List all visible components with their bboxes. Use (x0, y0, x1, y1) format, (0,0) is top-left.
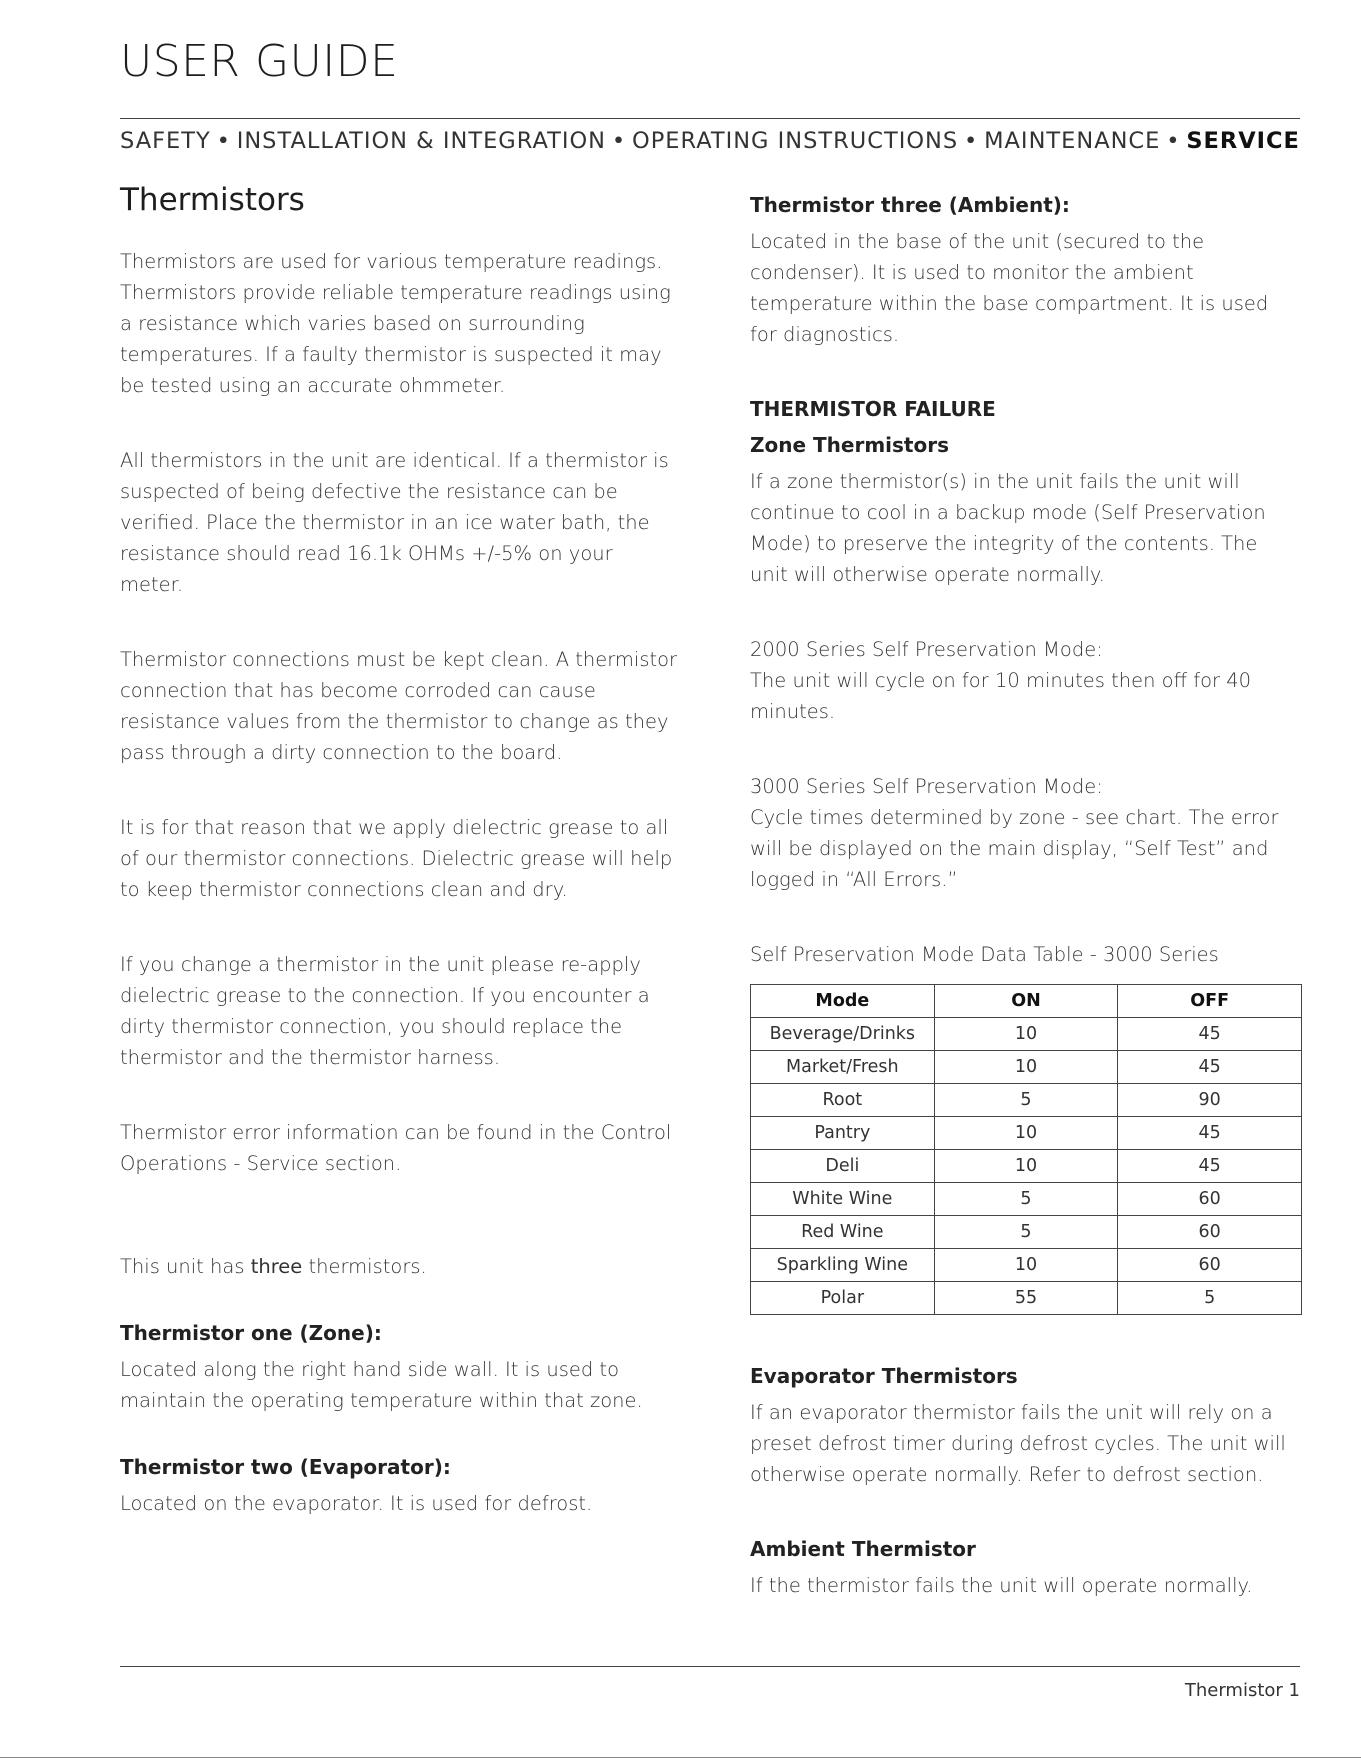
ambient-thermistor-heading: Ambient Thermistor (750, 1537, 976, 1561)
thermistor-two-heading: Thermistor two (Evaporator): (120, 1455, 451, 1480)
identical-paragraph: All thermistors in the unit are identical. If a thermistor is suspected of being defective the resistance can be verified. Place the thermistor in an ice water bath, the resistance should read 16.1k OHMs +/-5% on your meter. (120, 449, 669, 597)
left-column (120, 180, 680, 1563)
table-cell: Sparkling Wine (751, 1249, 935, 1282)
nav-item-service: SERVICE (1186, 128, 1300, 154)
table-cell: 60 (1118, 1216, 1302, 1249)
table-cell: Deli (751, 1150, 935, 1183)
table-cell: 10 (934, 1249, 1118, 1282)
nav-item-safety: SAFETY (120, 128, 211, 154)
table-cell: 10 (934, 1018, 1118, 1051)
series-2000-text: The unit will cycle on for 10 minutes then off for 40 minutes. (750, 669, 1252, 723)
intro-paragraph: Thermistors are used for various temperature readings. Thermistors provide reliable temperature readings using a resistance which varies based on surrounding temperatures. If a faulty thermistor is suspected it may be tested using an accurate ohmmeter. (120, 250, 671, 398)
table-header-cell: ON (934, 985, 1118, 1018)
self-preservation-table (750, 984, 1302, 1315)
table-row (751, 1150, 1302, 1183)
error-info-paragraph: Thermistor error information can be found in the Control Operations - Service section. (120, 1121, 672, 1176)
table-cell: Market/Fresh (751, 1051, 935, 1084)
table-header-row (751, 985, 1302, 1018)
nav-item-installation: INSTALLATION & INTEGRATION (236, 128, 607, 154)
table-cell: 5 (1118, 1282, 1302, 1315)
thermistor-three-heading: Thermistor three (Ambient): (750, 193, 1070, 217)
ambient-thermistor-text: If the thermistor fails the unit will operate normally. (750, 1574, 1253, 1597)
thermistor-one-heading: Thermistor one (Zone): (120, 1321, 382, 1346)
table-cell: 60 (1118, 1249, 1302, 1282)
table-cell: Polar (751, 1282, 935, 1315)
zone-thermistors-heading: Zone Thermistors (750, 433, 949, 457)
table-cell: Root (751, 1084, 935, 1117)
table-cell: 45 (1118, 1018, 1302, 1051)
zone-thermistors-text: If a zone thermistor(s) in the unit fails the unit will continue to cool in a backup mode (Self Preservation Mode) to preserve the integrity of the contents. The unit will otherwise operate normally. (750, 470, 1266, 586)
thermistor-one-text: Located along the right hand side wall. It is used to maintain the operating temperature within that zone. (120, 1358, 643, 1413)
table-cell: 10 (934, 1150, 1118, 1183)
nav-separator: • (964, 128, 979, 154)
table-row (751, 1018, 1302, 1051)
table-row (751, 1282, 1302, 1315)
evaporator-thermistors-text: If an evaporator thermistor fails the unit will rely on a preset defrost timer during defrost cycles. The unit will otherwise operate normally. Refer to defrost section. (750, 1401, 1286, 1486)
table-cell: 60 (1118, 1183, 1302, 1216)
nav-separator: • (1166, 128, 1181, 154)
table-cell: Red Wine (751, 1216, 935, 1249)
thermistor-three-text: Located in the base of the unit (secured to the condenser). It is used to monitor the ambient temperature within the base compartment. It is used for diagnostics. (750, 230, 1269, 346)
series-2000-heading: 2000 Series Self Preservation Mode: (750, 638, 1103, 661)
table-cell: White Wine (751, 1183, 935, 1216)
table-cell: 55 (934, 1282, 1118, 1315)
nav-separator: • (611, 128, 627, 154)
thermistor-two-text: Located on the evaporator. It is used for defrost. (120, 1492, 593, 1516)
count-emphasis: three (250, 1255, 303, 1279)
table-cell: 5 (934, 1216, 1118, 1249)
nav-separator: • (216, 128, 231, 154)
table-cell: 45 (1118, 1150, 1302, 1183)
table-row (751, 1084, 1302, 1117)
table-cell: Pantry (751, 1117, 935, 1150)
right-column (750, 190, 1300, 1645)
table-row (751, 1249, 1302, 1282)
connections-paragraph: Thermistor connections must be kept clean. A thermistor connection that has become corroded can cause resistance values from the thermistor to change as they pass through a dirty connection to the board. (120, 648, 678, 765)
table-cell: 10 (934, 1051, 1118, 1084)
grease-paragraph: It is for that reason that we apply dielectric grease to all of our thermistor connections. Dielectric grease will help to keep thermistor connections clean and dry. (120, 816, 673, 902)
footer-divider (120, 1666, 1300, 1667)
table-cell: 5 (934, 1183, 1118, 1216)
nav-item-maintenance: MAINTENANCE (984, 128, 1161, 154)
nav-item-operating: OPERATING INSTRUCTIONS (631, 128, 959, 154)
table-header-cell: OFF (1118, 985, 1302, 1018)
count-suffix: thermistors. (302, 1255, 427, 1279)
table-cell: 45 (1118, 1051, 1302, 1084)
series-3000-text: Cycle times determined by zone - see chart. The error will be displayed on the main display, “Self Test” and logged in “All Errors.” (750, 806, 1279, 891)
table-cell: 10 (934, 1117, 1118, 1150)
thermistor-count-paragraph (120, 1251, 680, 1282)
table-caption: Self Preservation Mode Data Table - 3000 Series (750, 943, 1219, 966)
table-row (751, 1216, 1302, 1249)
table-header-cell: Mode (751, 985, 935, 1018)
replace-paragraph: If you change a thermistor in the unit please re-apply dielectric grease to the connection. If you encounter a dirty thermistor connection, you should replace the thermistor and the thermistor harness. (120, 953, 650, 1070)
page-edge-divider (0, 1757, 1361, 1758)
count-prefix: This unit has (120, 1255, 251, 1279)
table-cell: 90 (1118, 1084, 1302, 1117)
table-cell: 5 (934, 1084, 1118, 1117)
header-divider (120, 118, 1300, 119)
page-footer-label: Thermistor 1 (1184, 1680, 1300, 1701)
table-row (751, 1051, 1302, 1084)
table-row (751, 1117, 1302, 1150)
table-row (751, 1183, 1302, 1216)
document-title: USER GUIDE (120, 36, 399, 87)
evaporator-thermistors-heading: Evaporator Thermistors (750, 1364, 1018, 1388)
table-cell: 45 (1118, 1117, 1302, 1150)
table-cell: Beverage/Drinks (751, 1018, 935, 1051)
failure-heading: THERMISTOR FAILURE (750, 397, 996, 421)
series-3000-heading: 3000 Series Self Preservation Mode: (750, 775, 1103, 798)
section-nav (120, 128, 1300, 154)
section-title: Thermistors (120, 182, 305, 218)
